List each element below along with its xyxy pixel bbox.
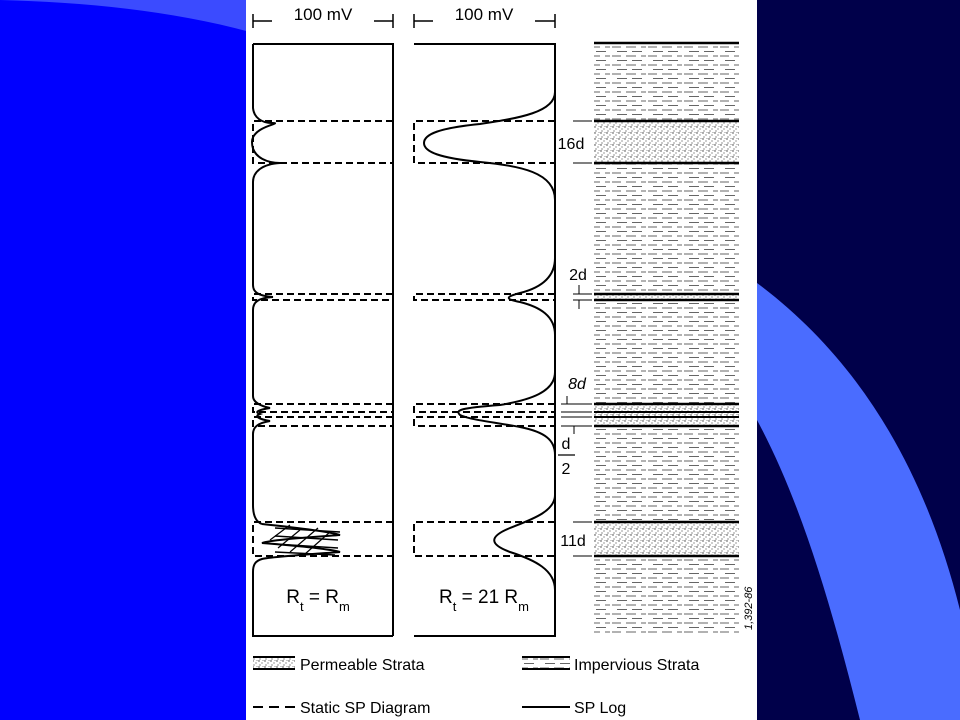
- legend-permeable-label: Permeable Strata: [300, 657, 425, 674]
- label-8d: 8d: [568, 376, 586, 393]
- scale-bar-left: [253, 2, 393, 28]
- static-sp-diagram-right: [414, 121, 555, 556]
- static-sp-diagram-left: [253, 121, 393, 556]
- legend-sp-log-label: SP Log: [574, 700, 627, 717]
- lithology-column: [594, 43, 739, 636]
- curve-label-right: $R_t = 21$ $R_m$: [439, 587, 529, 614]
- sp-log-curve-right: [414, 44, 555, 636]
- scale-bar-right: [414, 2, 555, 28]
- permeable-bed-8d: [594, 404, 739, 426]
- permeable-bed-11d: [594, 522, 739, 556]
- bed-thickness-labels: [558, 121, 592, 556]
- label-d-denominator: 2: [561, 461, 571, 478]
- label-2d: 2d: [569, 267, 587, 284]
- scale-label-left: 100 mV: [293, 5, 353, 24]
- label-16d: 16d: [557, 136, 585, 153]
- figure-code: 1,392-86: [743, 586, 755, 630]
- legend: [253, 657, 699, 717]
- label-11d: 11d: [560, 533, 586, 550]
- sp-log-curve-left: [252, 44, 393, 636]
- legend-impervious-label: Impervious Strata: [574, 657, 700, 674]
- label-d-numerator: d: [561, 436, 571, 453]
- legend-static-sp-label: Static SP Diagram: [300, 700, 431, 717]
- permeable-bed-16d: [594, 121, 739, 163]
- scale-label-right: 100 mV: [454, 5, 514, 24]
- legend-impervious-swatch: [522, 657, 570, 669]
- legend-permeable-swatch: [253, 657, 295, 669]
- sp-log-figure: [246, 0, 757, 720]
- curve-label-left: $R_t = R_m$: [286, 587, 350, 614]
